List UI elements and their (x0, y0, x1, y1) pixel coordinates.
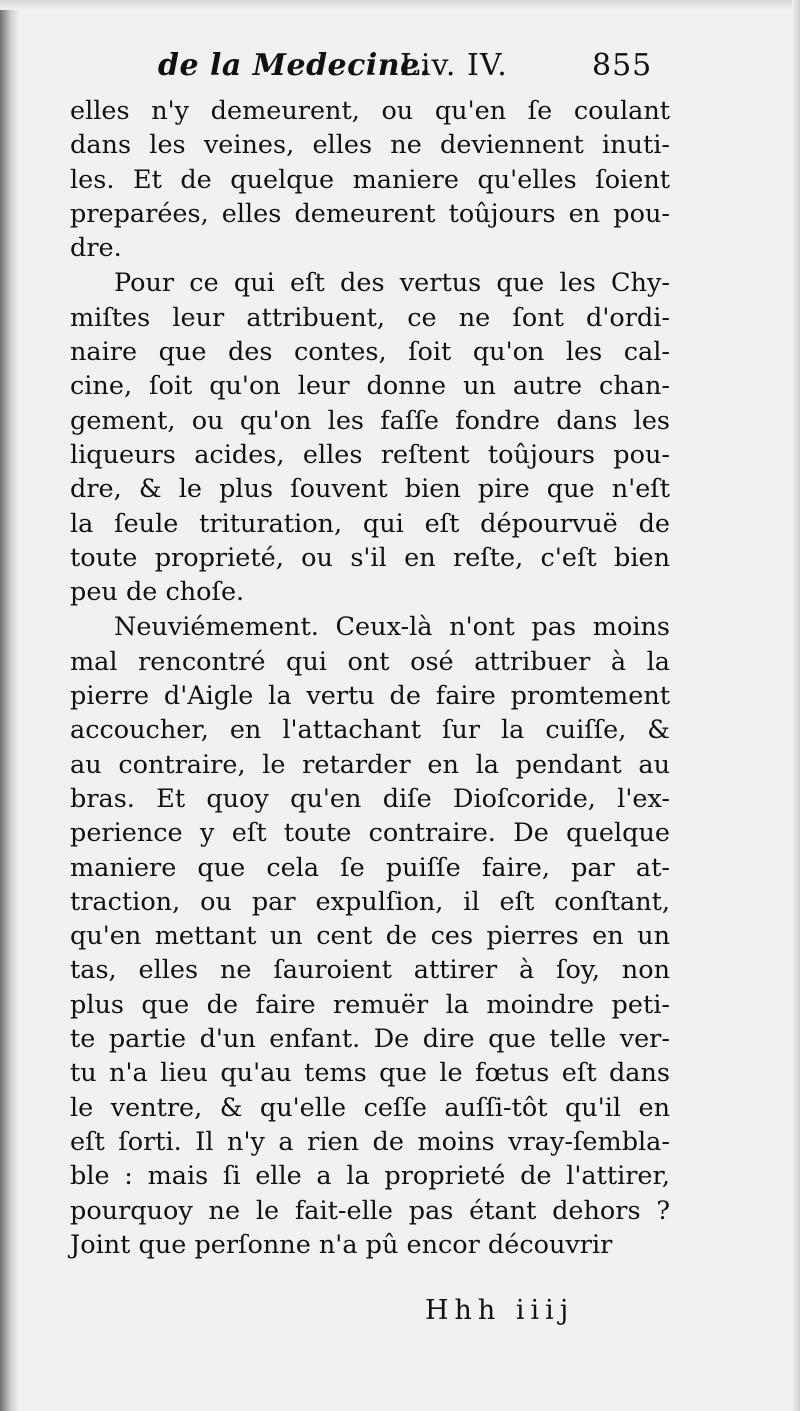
page-right-edge (792, 0, 800, 1411)
text-line: au contraire, le retarder en la pendant au (70, 749, 670, 780)
text-line: le ventre, & qu'elle ceſſe auſſi-tôt qu'il en (70, 1092, 670, 1123)
text-line: naire que des contes, ſoit qu'on les cal- (70, 337, 670, 368)
text-line: les. Et de quelque maniere qu'elles ſoient (70, 164, 670, 195)
text-line: maniere que cela ſe puiſſe faire, par at- (70, 852, 670, 883)
text-line: ble : mais ſi elle a la proprieté de l'attirer, (70, 1161, 670, 1192)
page-top-edge (0, 0, 800, 10)
text-line: Pour ce qui eſt des vertus que les Chy- (114, 268, 670, 299)
text-line: dans les veines, elles ne deviennent inuti- (70, 130, 670, 161)
text-line: plus que de faire remuër la moindre peti- (70, 989, 670, 1020)
text-line: dre, & le plus ſouvent bien pire que n'eſt (70, 474, 670, 505)
text-line: gement, ou qu'on les faſſe fondre dans les (70, 405, 670, 436)
text-line: dre. (70, 233, 122, 264)
book-number: Liv. IV. (400, 48, 508, 83)
page-number: 855 (592, 48, 653, 83)
text-line: tu n'a lieu qu'au tems que le fœtus eſt dans (70, 1058, 670, 1089)
text-line: peu de choſe. (70, 577, 245, 608)
page-header (70, 48, 670, 92)
page-binding-shadow (0, 0, 18, 1411)
paragraph (70, 94, 670, 265)
text-line: cine, ſoit qu'on leur donne un autre chan- (70, 371, 670, 402)
text-line: te partie d'un enfant. De dire que telle ver- (70, 1024, 670, 1055)
running-title: de la Medecine. (158, 48, 431, 83)
text-line: perience y eſt toute contraire. De quelque (70, 818, 670, 849)
text-line: la ſeule trituration, qui eſt dépourvuë de (70, 508, 670, 539)
signature-mark: Hhh iiij (425, 1295, 575, 1326)
text-line: Joint que perſonne n'a pû encor découvrir (70, 1229, 613, 1260)
text-line: accoucher, en l'attachant ſur la cuiſſe, & (70, 715, 670, 746)
paragraph (70, 266, 670, 609)
paragraph (70, 610, 670, 1262)
text-line: bras. Et quoy qu'en diſe Dioſcoride, l'ex- (70, 783, 670, 814)
text-line: toute proprieté, ou s'il en reſte, c'eſt bien (70, 542, 670, 573)
text-line: pierre d'Aigle la vertu de faire promtement (70, 681, 670, 712)
book-page (70, 48, 670, 1262)
text-line: traction, ou par expulſion, il eſt conſtant, (70, 886, 670, 917)
body-text (70, 94, 670, 1262)
text-line: eſt ſorti. Il n'y a rien de moins vray-ſembla- (70, 1126, 670, 1157)
text-line: qu'en mettant un cent de ces pierres en un (70, 921, 670, 952)
text-line: pourquoy ne le fait-elle pas étant dehors ? (70, 1195, 670, 1226)
text-line: liqueurs acides, elles reſtent toûjours pou- (70, 439, 670, 470)
text-line: elles n'y demeurent, ou qu'en ſe coulant (70, 96, 670, 126)
text-line: tas, elles ne ſauroient attirer à ſoy, non (70, 955, 670, 986)
text-line: Neuviémement. Ceux-là n'ont pas moins (114, 612, 670, 643)
text-line: preparées, elles demeurent toûjours en pou- (70, 198, 670, 229)
text-line: miſtes leur attribuent, ce ne ſont d'ordi- (70, 302, 670, 333)
text-line: mal rencontré qui ont osé attribuer à la (70, 646, 670, 677)
